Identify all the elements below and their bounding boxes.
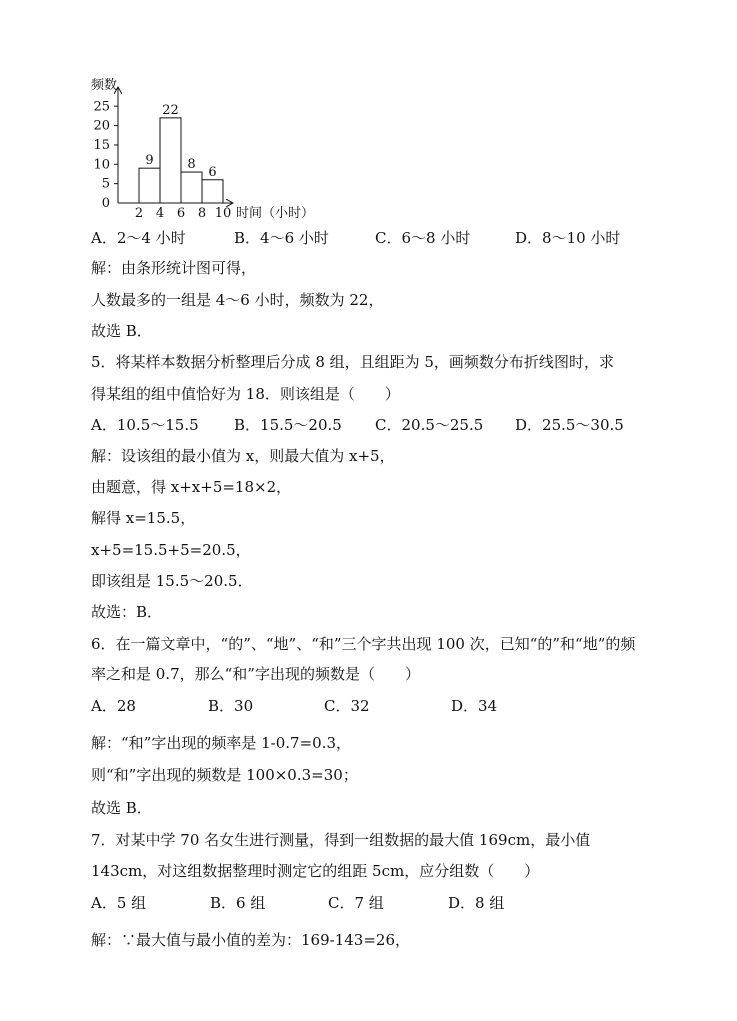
- q6-solution-line: 故选 B．: [91, 799, 152, 817]
- q4-solution-line: 解：由条形统计图可得，: [91, 259, 257, 277]
- bar-value-label: 9: [145, 153, 154, 169]
- q5-solution-line: x+5=15.5+5=20.5，: [91, 541, 251, 559]
- x-tick-label: 6: [176, 206, 186, 221]
- histogram-bar: [202, 180, 223, 203]
- q7-option-c: C．7 组: [328, 894, 384, 912]
- q7-option-d: D．8 组: [448, 894, 505, 912]
- q5-solution-line: 由题意，得 x+x+5=18×2，: [91, 478, 292, 496]
- q6-stem-line: 率之和是 0.7，那么“和”字出现的频数是（ ）: [91, 665, 420, 683]
- y-tick-label: 20: [93, 118, 110, 134]
- q4-option-d: D．8～10 小时: [515, 229, 621, 247]
- q4-solution-line: 故选 B．: [91, 322, 152, 340]
- q5-option-d: D．25.5～30.5: [515, 416, 624, 434]
- q5-stem-line: 5．将某样本数据分析整理后分成 8 组，且组距为 5，画频数分布折线图时，求: [91, 353, 614, 371]
- q4-option-b: B．4～6 小时: [234, 229, 329, 247]
- y-tick-label: 5: [101, 176, 110, 192]
- y-tick-label: 0: [101, 196, 110, 211]
- q7-option-b: B．6 组: [210, 894, 266, 912]
- x-tick-label: 8: [197, 206, 207, 221]
- y-tick-label: 25: [93, 99, 110, 115]
- q5-solution-line: 故选：B．: [91, 603, 163, 621]
- x-tick-label: 10: [214, 206, 232, 221]
- histogram-bar: [160, 118, 181, 203]
- q6-option-a: A．28: [91, 697, 136, 715]
- histogram-bar: [139, 168, 160, 203]
- x-tick-label: 2: [134, 206, 144, 221]
- x-axis-label: 时间（小时）: [236, 206, 315, 221]
- histogram-bar: [181, 172, 202, 203]
- bar-value-label: 6: [208, 164, 217, 180]
- q5-solution-line: 解：设该组的最小值为 x，则最大值为 x+5，: [91, 447, 395, 465]
- q7-stem-line: 143cm，对这组数据整理时测定它的组距 5cm，应分组数（ ）: [91, 862, 540, 880]
- histogram-chart: [0, 0, 737, 230]
- q4-solution-line: 人数最多的一组是 4～6 小时，频数为 22，: [91, 291, 384, 309]
- x-tick-label: 4: [155, 206, 165, 221]
- q5-option-c: C．20.5～25.5: [375, 416, 484, 434]
- q5-solution-line: 即该组是 15.5～20.5．: [91, 572, 253, 590]
- y-tick-label: 10: [93, 157, 110, 173]
- q5-option-a: A．10.5～15.5: [91, 416, 199, 434]
- q6-stem-line: 6．在一篇文章中，“的”、“地”、“和”三个字共出现 100 次，已知“的”和“地”的频: [91, 635, 636, 653]
- q6-solution-line: 解：“和”字出现的频率是 1-0.7=0.3，: [91, 734, 351, 752]
- q5-solution-line: 解得 x=15.5，: [91, 509, 196, 527]
- q7-stem-line: 7．对某中学 70 名女生进行测量，得到一组数据的最大值 169cm，最小值: [91, 831, 591, 849]
- q6-option-b: B．30: [208, 697, 254, 715]
- q7-solution-line: 解：∵最大值与最小值的差为：169-143=26，: [91, 931, 410, 949]
- q7-option-a: A．5 组: [91, 894, 147, 912]
- q6-solution-line: 则“和”字出现的频数是 100×0.3=30；: [91, 766, 358, 784]
- q4-option-a: A．2～4 小时: [91, 229, 186, 247]
- y-tick-label: 15: [93, 137, 110, 153]
- bar-value-label: 8: [187, 157, 196, 173]
- bar-value-label: 22: [162, 102, 179, 118]
- q4-option-c: C．6～8 小时: [375, 229, 471, 247]
- y-axis-label: 频数: [91, 78, 118, 93]
- q6-option-d: D．34: [451, 697, 498, 715]
- q5-stem-line: 得某组的组中值恰好为 18．则该组是（ ）: [91, 385, 400, 403]
- q5-option-b: B．15.5～20.5: [234, 416, 342, 434]
- q6-option-c: C．32: [324, 697, 370, 715]
